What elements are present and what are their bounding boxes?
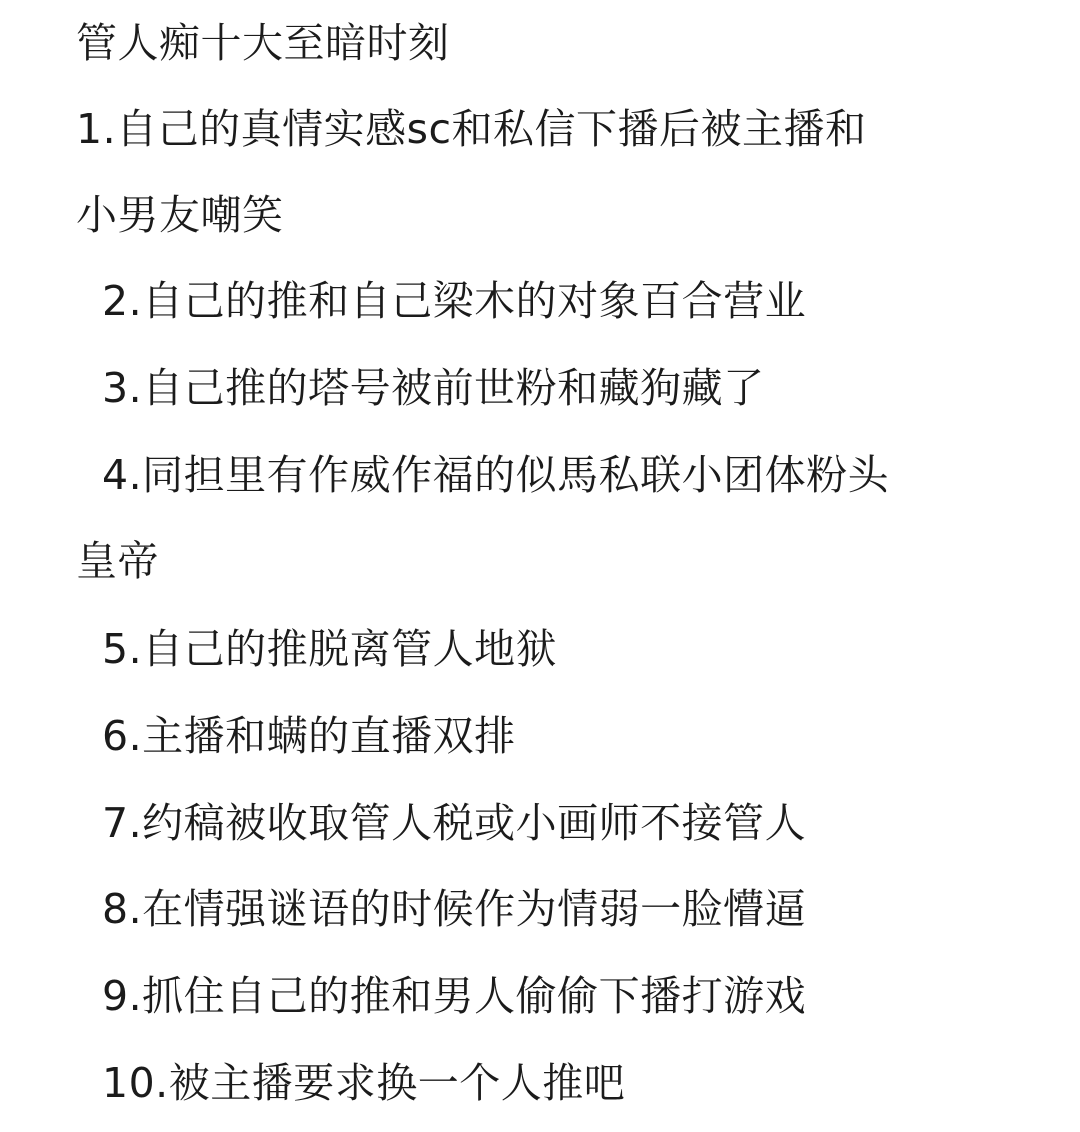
list-item-5 — [102, 606, 557, 693]
list-item-1 — [76, 86, 867, 173]
list-item-7 — [102, 780, 806, 867]
list-item-1-continuation — [76, 172, 284, 259]
item-text: 自己的推脱离管人地狱 — [142, 625, 558, 673]
item-text: 自己推的塔号被前世粉和藏狗藏了 — [142, 364, 765, 412]
list-item-9 — [102, 953, 806, 1040]
document-title: 管人痴十大至暗时刻 — [76, 19, 450, 67]
list-item-10 — [102, 1040, 625, 1127]
list-item-8 — [102, 866, 806, 953]
item-number: 5. — [102, 625, 143, 673]
item-text: 皇帝 — [76, 537, 159, 585]
item-number: 1. — [76, 105, 117, 153]
item-number: 9. — [102, 972, 143, 1020]
item-number: 8. — [102, 885, 143, 933]
item-text: 小男友嘲笑 — [76, 191, 284, 239]
item-number: 2. — [102, 277, 143, 325]
item-text: 同担里有作威作福的似馬私联小团体粉头 — [142, 451, 890, 499]
item-number: 6. — [102, 712, 143, 760]
item-text: 抓住自己的推和男人偷偷下播打游戏 — [142, 972, 807, 1020]
item-text: 自己的真情实感sc和私信下播后被主播和 — [116, 105, 867, 153]
item-text: 主播和螨的直播双排 — [142, 712, 516, 760]
item-text: 自己的推和自己梁木的对象百合营业 — [142, 277, 807, 325]
list-item-4 — [102, 432, 889, 519]
item-text: 被主播要求换一个人推吧 — [168, 1059, 626, 1107]
list-item-6 — [102, 693, 516, 780]
item-text: 在情强谜语的时候作为情弱一脸懵逼 — [142, 885, 807, 933]
item-text: 约稿被收取管人税或小画师不接管人 — [142, 799, 807, 847]
list-item-4-continuation — [76, 518, 159, 605]
item-number: 10. — [102, 1059, 169, 1107]
list-item-2 — [102, 258, 806, 345]
list-item-3 — [102, 345, 765, 432]
item-number: 3. — [102, 364, 143, 412]
item-number: 4. — [102, 451, 143, 499]
item-number: 7. — [102, 799, 143, 847]
